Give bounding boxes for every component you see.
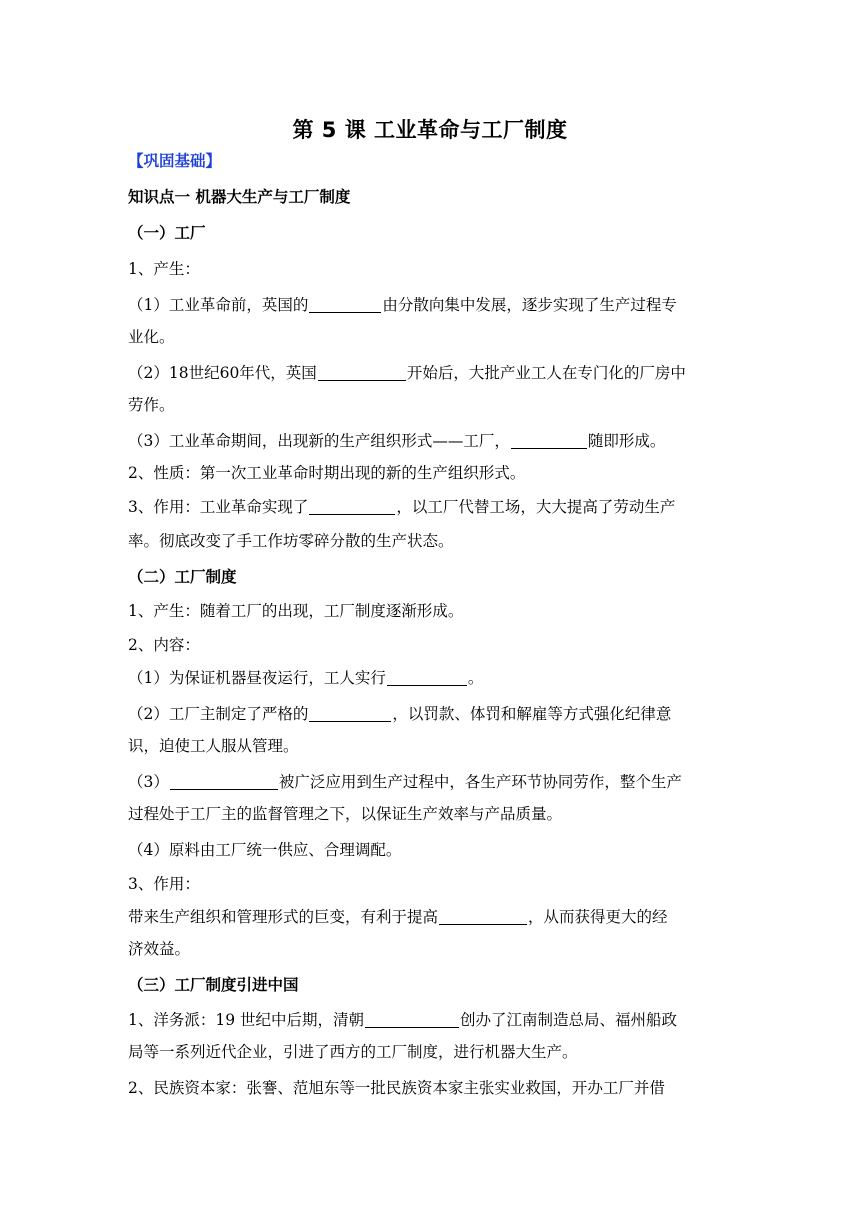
text-segment: （3）工业革命期间，出现新的生产组织形式——工厂， — [128, 432, 510, 450]
fill-in-blank[interactable] — [365, 1010, 459, 1028]
text-segment: （2）18世纪60年代，英国 — [128, 364, 317, 382]
text-segment: 创办了江南制造总局、福州船政 — [460, 1011, 678, 1029]
part1-line — [128, 430, 665, 452]
part2-line — [128, 771, 682, 793]
part1-line: 劳作。 — [128, 396, 175, 414]
part1-line: 率。彻底改变了手工作坊零碎分散的生产状态。 — [128, 532, 454, 550]
text-segment: （3） — [128, 773, 169, 791]
part3-heading: （三）工厂制度引进中国 — [128, 976, 299, 994]
fill-in-blank[interactable] — [439, 907, 527, 925]
part2-line — [128, 703, 671, 725]
text-segment: （1）为保证机器昼夜运行，工人实行 — [128, 669, 386, 687]
part1-line — [128, 496, 675, 518]
text-segment: ，以工厂代替工场，大大提高了劳动生产 — [396, 498, 676, 516]
part2-line: 3、作用： — [128, 875, 200, 893]
part1-line — [128, 294, 677, 316]
part2-line: 2、内容： — [128, 636, 200, 654]
part1-line: 业化。 — [128, 328, 175, 346]
part2-line — [128, 906, 668, 928]
part3-line: 2、民族资本家：张謇、范旭东等一批民族资本家主张实业救国，开办工厂并借 — [128, 1079, 665, 1097]
part2-line: 识，迫使工人服从管理。 — [128, 737, 299, 755]
part1-line — [128, 362, 686, 384]
text-segment: 开始后，大批产业工人在专门化的厂房中 — [406, 364, 686, 382]
fill-in-blank[interactable] — [387, 668, 467, 686]
text-segment: 。 — [467, 669, 484, 687]
part1-line: 2、性质：第一次工业革命时期出现的新的生产组织形式。 — [128, 464, 526, 482]
text-segment: 3、作用：工业革命实现了 — [128, 498, 309, 516]
fill-in-blank[interactable] — [318, 363, 406, 381]
part3-line — [128, 1009, 677, 1031]
text-segment: （2）工厂主制定了严格的 — [128, 705, 309, 723]
text-segment: （1）工业革命前，英国的 — [128, 296, 309, 314]
part3-line: 局等一系列近代企业，引进了西方的工厂制度，进行机器大生产。 — [128, 1043, 578, 1061]
text-segment: 1、洋务派：19 世纪中后期，清朝 — [128, 1011, 365, 1029]
part1-heading: （一）工厂 — [128, 224, 206, 242]
fill-in-blank[interactable] — [309, 295, 381, 313]
part2-line: 济效益。 — [128, 940, 191, 958]
section-tag: 【巩固基础】 — [128, 152, 222, 170]
part2-line — [128, 667, 483, 689]
part2-line: （4）原料由工厂统一供应、合理调配。 — [128, 841, 402, 859]
text-segment: ，以罚款、体罚和解雇等方式强化纪律意 — [392, 705, 672, 723]
text-segment: 由分散向集中发展，逐步实现了生产过程专 — [382, 296, 677, 314]
part2-heading: （二）工厂制度 — [128, 568, 237, 586]
lesson-title: 第 5 课 工业革命与工厂制度 — [292, 118, 568, 142]
text-segment: 随即形成。 — [587, 432, 666, 450]
fill-in-blank[interactable] — [170, 772, 278, 790]
fill-in-blank[interactable] — [309, 704, 391, 722]
part1-line: 1、产生： — [128, 260, 200, 278]
knowledge-point-heading: 知识点一 机器大生产与工厂制度 — [128, 188, 351, 206]
text-segment: 带来生产组织和管理形式的巨变，有利于提高 — [128, 908, 439, 926]
part2-line: 1、产生：随着工厂的出现，工厂制度逐渐形成。 — [128, 602, 464, 620]
text-segment: 被广泛应用到生产过程中，各生产环节协同劳作，整个生产 — [278, 773, 682, 791]
fill-in-blank[interactable] — [511, 431, 587, 449]
text-segment: ，从而获得更大的经 — [528, 908, 668, 926]
fill-in-blank[interactable] — [309, 497, 395, 515]
part2-line: 过程处于工厂主的监督管理之下，以保证生产效率与产品质量。 — [128, 805, 563, 823]
